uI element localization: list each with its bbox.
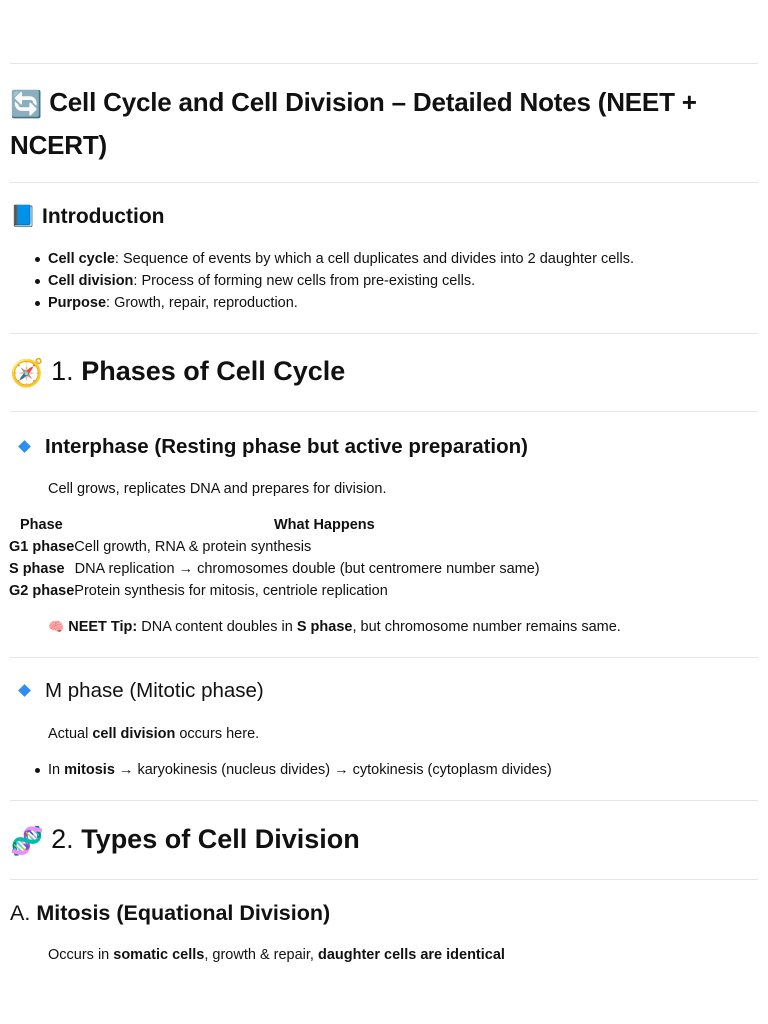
m-phase-heading: M phase (Mitotic phase) xyxy=(14,676,264,706)
interphase-description: Cell grows, replicates DNA and prepares for division. xyxy=(48,481,387,497)
m-phase-list xyxy=(48,759,552,781)
repeat-arrows-icon: 🔄 xyxy=(10,88,43,119)
table-row: S phase DNA replication → chromosomes double (but centromere number same) xyxy=(9,561,540,577)
table-header-row xyxy=(9,514,375,536)
table-row: G2 phaseProtein synthesis for mitosis, centriole replication xyxy=(9,583,388,599)
interphase-heading: Interphase (Resting phase but active preparation) xyxy=(14,432,528,462)
divider xyxy=(10,800,758,801)
section-title: Types of Cell Division xyxy=(81,824,360,854)
introduction-list xyxy=(48,248,634,314)
list-item: Cell cycle: Sequence of events by which a cell duplicates and divides into 2 daughter cells. xyxy=(48,248,634,270)
divider xyxy=(10,333,758,334)
dna-icon: 🧬 xyxy=(10,825,44,856)
small-blue-diamond-icon xyxy=(18,684,31,697)
introduction-heading-text: Introduction xyxy=(42,205,165,228)
divider xyxy=(10,63,758,64)
divider xyxy=(10,411,758,412)
divider xyxy=(10,657,758,658)
divider xyxy=(10,879,758,880)
divider xyxy=(10,182,758,183)
list-item: Cell division: Process of forming new cells from pre-existing cells. xyxy=(48,270,634,292)
section-1-heading xyxy=(10,353,345,391)
section-number: 2. xyxy=(51,824,74,854)
phase-table-body xyxy=(9,536,540,602)
column-header: Phase xyxy=(20,517,63,533)
column-header: What Happens xyxy=(274,517,375,533)
compass-icon: 🧭 xyxy=(10,357,44,388)
table-row: G1 phaseCell growth, RNA & protein synthesis xyxy=(9,539,312,555)
brain-icon: 🧠 xyxy=(48,619,65,635)
phase-table xyxy=(9,514,375,536)
page-title-text: Cell Cycle and Cell Division – Detailed Notes (NEET + NCERT) xyxy=(10,87,697,160)
list-item: Purpose: Growth, repair, reproduction. xyxy=(48,292,634,314)
blue-book-icon: 📘 xyxy=(10,205,37,229)
list-item: In mitosis → karyokinesis (nucleus divides) → cytokinesis (cytoplasm divides) xyxy=(48,759,552,781)
mitosis-heading: A. Mitosis (Equational Division) xyxy=(10,901,331,925)
section-title: Phases of Cell Cycle xyxy=(81,356,346,386)
neet-tip: 🧠 NEET Tip: DNA content doubles in S phase, but chromosome number remains same. xyxy=(48,617,621,637)
section-number: 1. xyxy=(51,356,74,386)
mitosis-description: Occurs in somatic cells, growth & repair, daughter cells are identical xyxy=(48,947,505,963)
m-phase-description: Actual cell division occurs here. xyxy=(48,726,260,742)
page-title xyxy=(10,82,758,166)
introduction-heading xyxy=(10,202,164,232)
small-blue-diamond-icon xyxy=(18,440,31,453)
section-2-heading xyxy=(10,821,360,859)
